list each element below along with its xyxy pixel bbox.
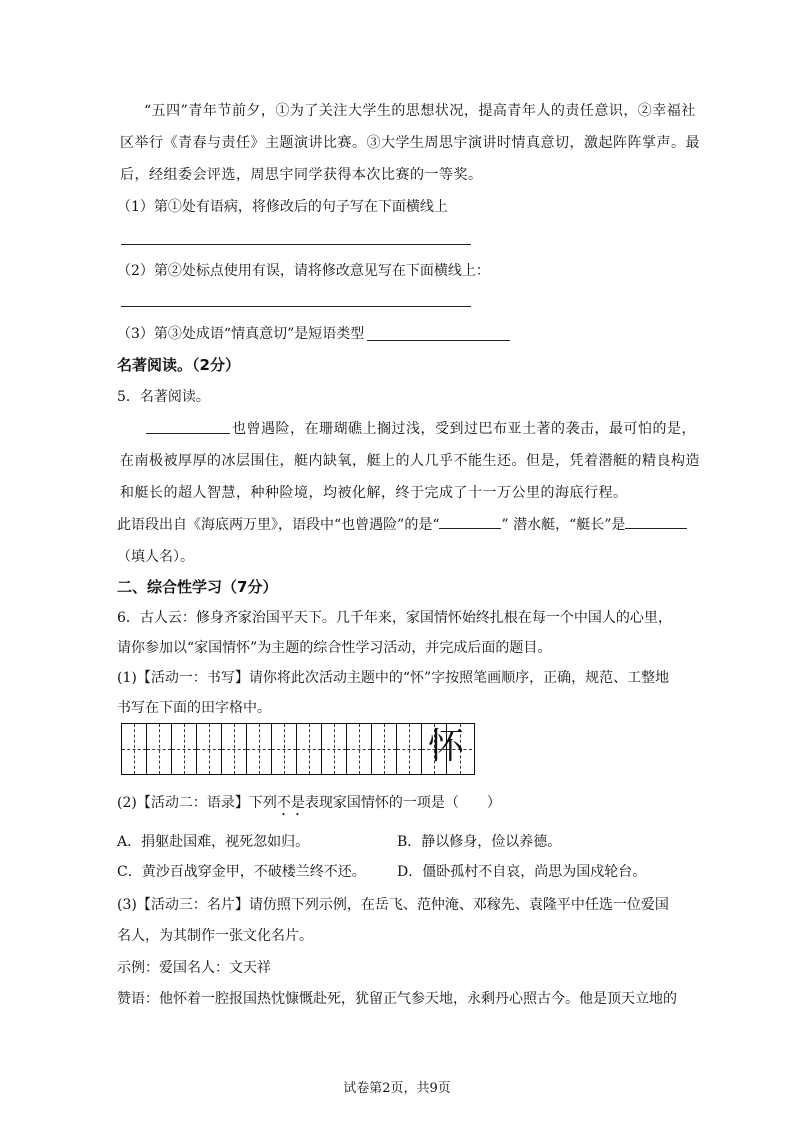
q5-number: 5．名著阅读。 <box>117 389 210 405</box>
grid-cell[interactable] <box>197 724 222 774</box>
q5-ask-part2: ” 潜水艇，“艇长”是 <box>501 517 626 533</box>
excerpt-line-1: 也曾遇险，在珊瑚礁上搁过浅，受到过巴布亚土著的袭击，最可怕的是， <box>232 421 696 437</box>
q5-question <box>117 514 687 534</box>
example-line: 示例：爱国名人：文天祥 <box>117 960 271 976</box>
option-d[interactable]: D．僵卧孤村不自哀，尚思为国戍轮台。 <box>397 864 647 880</box>
excerpt-blank[interactable] <box>146 433 230 434</box>
q4-sub1: （1）第①处有语病，将修改后的句子写在下面横线上 <box>117 199 448 215</box>
grid-cell[interactable] <box>322 724 347 774</box>
answer-line-1[interactable] <box>121 244 471 245</box>
grid-cell[interactable] <box>372 724 397 774</box>
option-c[interactable]: C．黄沙百战穿金甲，不破楼兰终不还。 <box>117 864 366 880</box>
grid-cell[interactable] <box>247 724 272 774</box>
activity2-prefix: (2)【活动二：语录】下列 <box>117 795 277 811</box>
activity2-emphasis: 不是 <box>276 795 305 811</box>
grid-cell[interactable] <box>172 724 197 774</box>
excerpt-line-2: 在南极被厚厚的冰层围住，艇内缺氧，艇上的人几乎不能生还。但是，凭着潜艇的精良构造 <box>120 453 700 469</box>
q6-intro-1: 6．古人云：修身齐家治国平天下。几千年来，家国情怀始终扎根在每一个中国人的心里， <box>117 610 672 626</box>
grid-cell[interactable] <box>297 724 322 774</box>
q5-ask-part3: （填人名）。 <box>117 549 194 565</box>
section2-title: 二、综合性学习（7分） <box>117 578 278 596</box>
q6-intro-2: 请你参加以“家国情怀”为主题的综合性学习活动，并完成后面的题目。 <box>117 640 552 656</box>
option-a[interactable]: A．捐躯赴国难，视死忽如归。 <box>117 834 310 850</box>
passage-line-1: “五四”青年节前夕，①为了关注大学生的思想状况，提高青年人的责任意识，②幸福社 <box>144 103 696 119</box>
grid-cell[interactable] <box>397 724 422 774</box>
submarine-name-blank[interactable] <box>439 514 501 529</box>
activity3-line-1: (3)【活动三：名片】请仿照下列示例，在岳飞、范仲淹、邓稼先、袁隆平中任选一位爱国 <box>117 897 669 913</box>
grid-character: 怀 <box>428 726 465 767</box>
passage-line-2: 区举行《青春与责任》主题演讲比赛。③大学生周思宇演讲时情真意切，激起阵阵掌声。最 <box>120 135 700 151</box>
grid-cell[interactable] <box>122 724 147 774</box>
grid-cell[interactable] <box>222 724 247 774</box>
page-footer: 试卷第2页，共9页 <box>343 1081 451 1096</box>
section-reading-title: 名著阅读。（2分） <box>117 356 240 374</box>
activity2-question <box>117 792 501 819</box>
activity1-line-1: (1)【活动一：书写】请你将此次活动主题中的“怀”字按照笔画顺序，正确，规范、工整地 <box>117 670 670 686</box>
answer-blank-3[interactable] <box>367 340 510 341</box>
grid-cell[interactable] <box>347 724 372 774</box>
captain-name-blank[interactable] <box>625 514 687 529</box>
tianzige-grid[interactable] <box>121 723 475 775</box>
option-b[interactable]: B．静以修身，俭以养德。 <box>397 834 562 850</box>
grid-cell[interactable] <box>147 724 172 774</box>
passage-line-3: 后，经组委会评选，周思宇同学获得本次比赛的一等奖。 <box>120 167 483 183</box>
praise-line: 赞语：他怀着一腔报国热忱慷慨赴死，犹留正气参天地，永剩丹心照古今。他是顶天立地的 <box>117 991 677 1007</box>
q4-sub2: （2）第②处标点使用有误，请将修改意见写在下面横线上： <box>117 263 490 279</box>
activity1-line-2: 书写在下面的田字格中。 <box>117 700 271 716</box>
answer-line-2[interactable] <box>121 306 471 307</box>
excerpt-line-3: 和艇长的超人智慧，种种险境，均被化解，终于完成了十一万公里的海底行程。 <box>120 485 628 501</box>
activity3-line-2: 名人，为其制作一张文化名片。 <box>117 928 313 944</box>
q4-sub3: （3）第③处成语“情真意切”是短语类型 <box>117 326 365 342</box>
activity2-suffix: 表现家国情怀的一项是（ ） <box>304 795 501 811</box>
grid-cell[interactable] <box>272 724 297 774</box>
q5-ask-part1: 此语段出自《海底两万里》，语段中“也曾遇险”的是“ <box>117 517 440 533</box>
